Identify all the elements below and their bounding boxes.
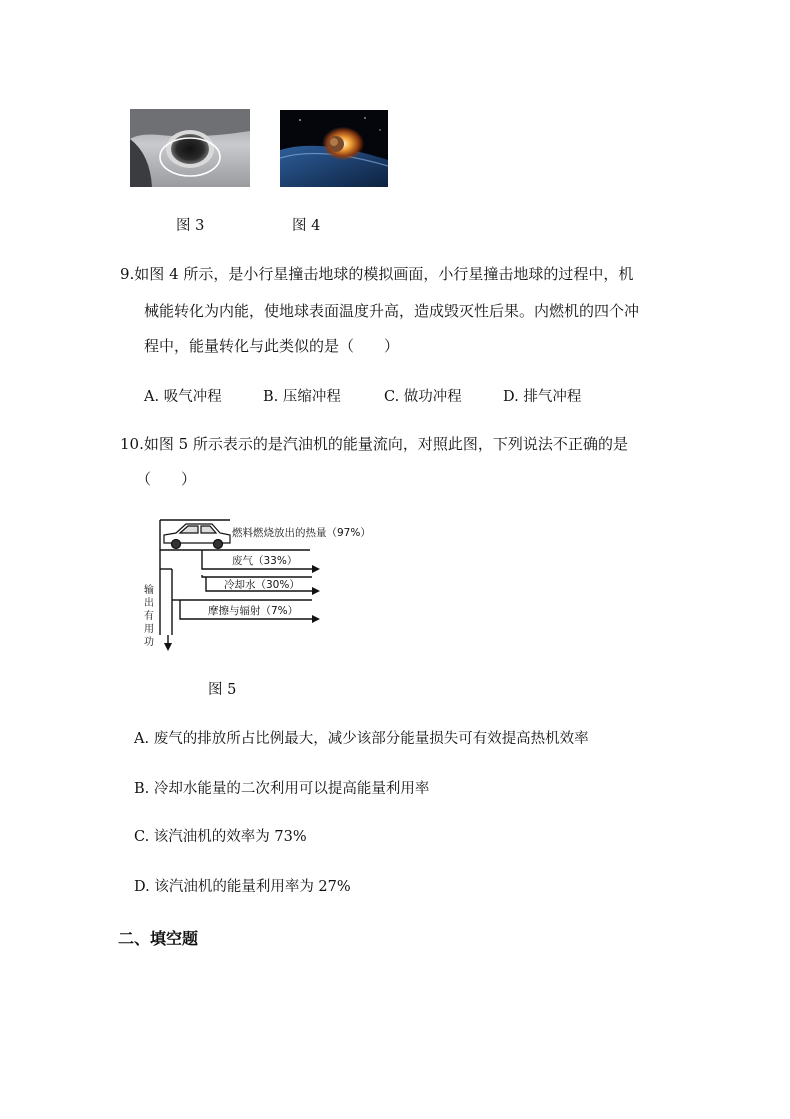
question-9-option-a: A. 吸气冲程 [144,389,222,405]
question-9-option-c: C. 做功冲程 [384,389,462,405]
cooling-water-label: 冷却水（30%） [224,579,300,591]
friction-radiation-label: 摩擦与辐射（7%） [208,605,299,617]
section-title: 二、填空题 [118,929,199,948]
question-9-option-d: D. 排气冲程 [503,389,582,405]
question-9-line-1: 9.如图 4 所示，是小行星撞击地球的模拟画面，小行星撞击地球的过程中，机 [120,265,634,283]
fuel-heat-label: 燃料燃烧放出的热量（97%） [232,527,371,539]
output-work-label [144,583,154,648]
output-char-3: 有 [144,611,154,622]
question-9-line-3: 程中，能量转化与此类似的是（ ） [144,337,400,355]
exhaust-pipe-photo [130,109,250,187]
output-char-4: 用 [144,624,154,635]
question-9-line-2: 械能转化为内能，使地球表面温度升高，造成毁灭性后果。内燃机的四个冲 [144,302,640,320]
asteroid-impact-photo [280,110,388,187]
question-10-option-c: C. 该汽油机的效率为 73% [134,829,307,845]
question-10-option-a: A. 废气的排放所占比例最大，减少该部分能量损失可有效提高热机效率 [134,731,589,747]
output-char-2: 出 [144,598,154,609]
output-char-5: 功 [144,637,154,648]
question-9-option-b: B. 压缩冲程 [263,389,341,405]
question-10-option-d: D. 该汽油机的能量利用率为 27% [134,879,351,895]
figure-5-caption: 图 5 [208,682,237,698]
question-10-option-b: B. 冷却水能量的二次利用可以提高能量利用率 [134,781,430,797]
question-10-line-2: （ ） [136,470,197,488]
figure-3-caption: 图 3 [176,218,205,234]
car-icon [164,524,230,549]
exhaust-label: 废气（33%） [232,555,298,567]
question-10-line-1: 10.如图 5 所示表示的是汽油机的能量流向，对照此图，下列说法不正确的是 [120,435,628,453]
output-char-1: 输 [144,585,154,596]
energy-flow-diagram [140,515,400,655]
figure-4-caption: 图 4 [292,218,321,234]
